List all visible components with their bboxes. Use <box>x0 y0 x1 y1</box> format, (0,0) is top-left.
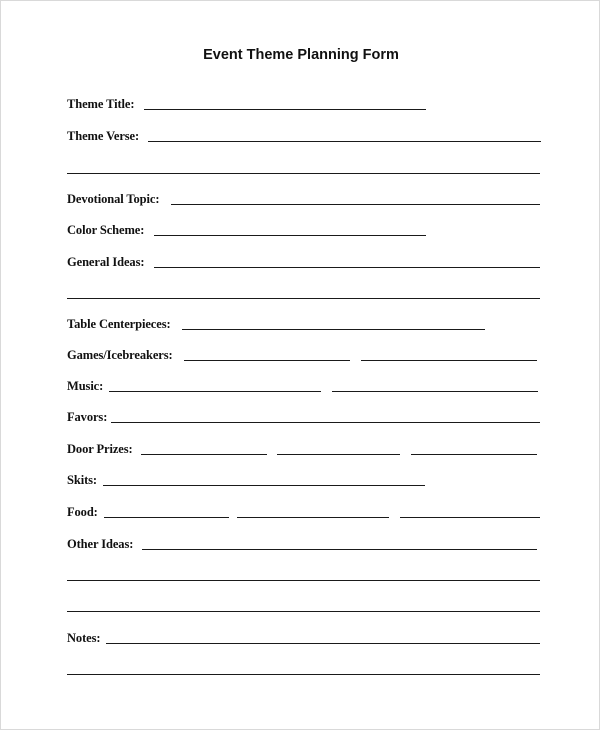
color-scheme-field[interactable] <box>154 235 426 236</box>
other-ideas-field-line-3[interactable] <box>67 611 540 612</box>
table-centerpieces-field[interactable] <box>182 329 485 330</box>
general-ideas-field-line-2[interactable] <box>67 298 540 299</box>
door-prizes-field-3[interactable] <box>411 454 537 455</box>
food-field-2[interactable] <box>237 517 389 518</box>
favors-label: Favors: <box>67 410 108 424</box>
other-ideas-field-line-2[interactable] <box>67 580 540 581</box>
door-prizes-field-1[interactable] <box>141 454 267 455</box>
theme-verse-label: Theme Verse: <box>67 129 140 143</box>
theme-verse-field-line-2[interactable] <box>67 173 540 174</box>
theme-title-field[interactable] <box>144 109 426 110</box>
games-icebreakers-field-2[interactable] <box>361 360 537 361</box>
notes-field-line-2[interactable] <box>67 674 540 675</box>
devotional-topic-field[interactable] <box>171 204 540 205</box>
favors-field[interactable] <box>111 422 540 423</box>
music-field-1[interactable] <box>109 391 321 392</box>
form-title: Event Theme Planning Form <box>203 47 399 63</box>
food-field-3[interactable] <box>400 517 540 518</box>
other-ideas-field[interactable] <box>142 549 537 550</box>
general-ideas-label: General Ideas: <box>67 255 145 269</box>
other-ideas-label: Other Ideas: <box>67 537 134 551</box>
door-prizes-label: Door Prizes: <box>67 442 133 456</box>
music-field-2[interactable] <box>332 391 538 392</box>
theme-verse-field[interactable] <box>148 141 541 142</box>
color-scheme-label: Color Scheme: <box>67 223 145 237</box>
games-icebreakers-field-1[interactable] <box>184 360 350 361</box>
notes-field[interactable] <box>106 643 540 644</box>
music-label: Music: <box>67 379 104 393</box>
notes-label: Notes: <box>67 631 101 645</box>
skits-field[interactable] <box>103 485 425 486</box>
general-ideas-field[interactable] <box>154 267 540 268</box>
games-icebreakers-label: Games/Icebreakers: <box>67 348 173 362</box>
door-prizes-field-2[interactable] <box>277 454 400 455</box>
skits-label: Skits: <box>67 473 97 487</box>
table-centerpieces-label: Table Centerpieces: <box>67 317 171 331</box>
food-field-1[interactable] <box>104 517 229 518</box>
food-label: Food: <box>67 505 98 519</box>
devotional-topic-label: Devotional Topic: <box>67 192 160 206</box>
theme-title-label: Theme Title: <box>67 97 135 111</box>
